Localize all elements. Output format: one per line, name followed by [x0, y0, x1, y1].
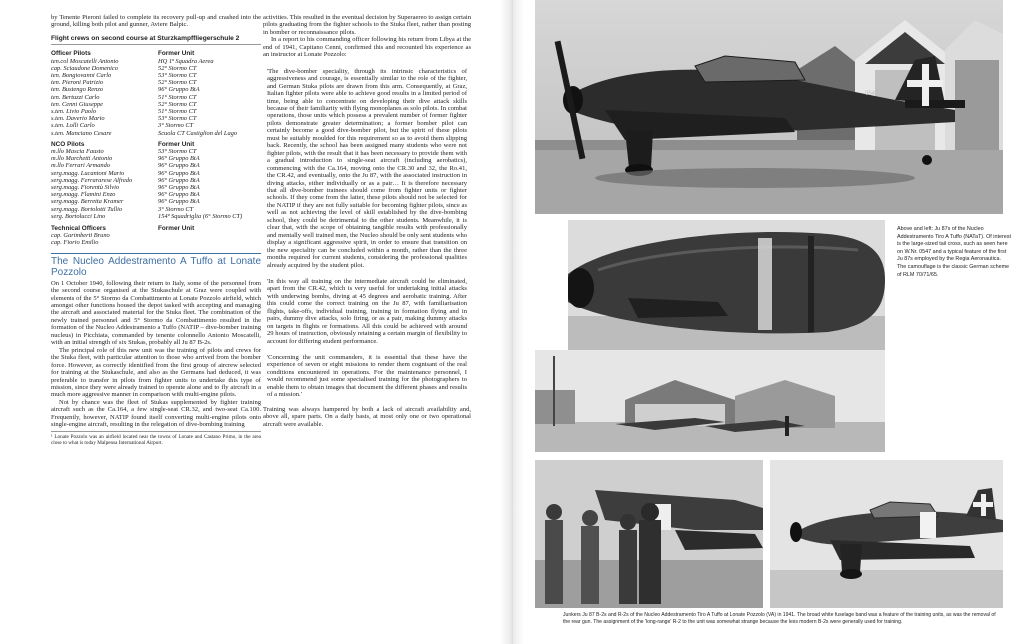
crew-former-unit: 96° Gruppo BtA	[158, 169, 200, 177]
crew-former-unit	[158, 232, 261, 239]
ncos-row	[51, 162, 261, 169]
technical-table	[51, 225, 261, 247]
body-paragraph: On 1 October 1940, following their return to Italy, some of the personnel from the second course organised at the Stukaschule at Graz were coupled with elements of the 5° Stormo da Combattimento at Lonate Pozzolo airfield, which amongst other functions housed the depot tasked with accepting and managing the aircraft and associated material for the Stuka fleet. The combination of the newly trained personnel and 5° Stormo da Combattimento resulted in the formation of the Nucleo Addestramento a Tuffo (NATIP – dive-bomber training nucleus) in Picchiata, commanded by tenente colonnello Antonio Moscatelli, with an initial strength of six Stukas, probably all Ju 87 B-2s.	[51, 279, 261, 347]
photo-airfield-sheds	[535, 350, 885, 452]
crew-name: ten. Bustengo Renzo	[51, 86, 104, 94]
crew-name: cap. Sciaudone Domenico	[51, 64, 118, 72]
photo-stuka-nose-closeup	[568, 220, 885, 350]
technical-row	[51, 232, 261, 239]
officers-row	[51, 65, 261, 72]
ncos-row	[51, 184, 261, 191]
officers-row	[51, 130, 261, 137]
officers-row	[51, 86, 261, 93]
photo-stuka-on-ground	[770, 460, 1003, 608]
crew-name: ten. Bertuzzi Carlo	[51, 93, 100, 101]
officers-row	[51, 115, 261, 122]
section-heading: The Nucleo Addestramento A Tuffo at Lonate Pozzolo	[51, 253, 261, 278]
nco-table	[51, 141, 261, 220]
body-paragraph: Not by chance was the fleet of Stukas supplemented by fighter training aircraft such as the Ca.164, a few single-seat CR.32, and two-seat Ca.100. Frequently, however, NATIP found itself converting multi-engine pilots onto single-engine aircraft, resulting in the relegation of dive-bombing training	[51, 398, 261, 429]
crew-name: cap. Fiorio Emilio	[51, 239, 99, 247]
crew-former-unit: 3° Stormo CT	[158, 122, 194, 130]
crew-name: m.llo Mascia Fausto	[51, 148, 104, 155]
body-paragraph: The principal role of this new unit was the training of pilots and crews for the Stuka fleet, with particular attention to those who arrived from the bomber force. However, as correctly identified from the first group of aircrew selected for training at the Stukaschule, and also as the Germans had deduced, it was preferable to transfer in pilots from fighter units to undertake this type of mission, since they were already trained to operate alone and to fly aircraft in a much more aggressive manner in comparison with multi-engine pilots.	[51, 346, 261, 399]
aircraft-code: 0547	[865, 91, 879, 97]
ncos-row	[51, 148, 261, 155]
technical-header: Technical Officers	[51, 225, 106, 233]
crew-former-unit: 96° Gruppo BtA	[158, 176, 200, 184]
crew-name: m.llo Ferrari Armando	[51, 162, 110, 170]
officers-row	[51, 94, 261, 101]
crew-name: ten.col Moscatelli Antonio	[51, 57, 119, 65]
intro-paragraph: by Tenente Pieroni failed to complete its recovery pull-up and crashed into the ground, killing both pilot and gunner, Aviere Balpic.	[51, 14, 261, 29]
body-paragraph: In a report to his commanding officer following his return from Libya at the end of 1941, Capitano Cenni, confirmed this and recounted his experience as an instructor at Lonate Pozzolo:	[263, 36, 471, 59]
left-column	[51, 14, 261, 446]
officers-row	[51, 108, 261, 115]
crew-table-title: Flight crews on second course at Sturzkampffliegerschule 2	[51, 35, 261, 45]
crew-former-unit: 3° Stormo CT	[158, 205, 194, 213]
crew-former-unit: 51° Stormo CT	[158, 93, 197, 101]
photo-stuka-side-view-image	[535, 0, 1003, 214]
photo-airfield-sheds-image	[535, 350, 885, 452]
crew-former-unit: 96° Gruppo BtA	[158, 86, 200, 94]
crew-name: ten. Cenni Giuseppe	[51, 100, 104, 108]
nco-header: NCO Pilots	[51, 140, 85, 148]
crew-name: s.ten. Manciano Cesare	[51, 129, 112, 137]
crew-former-unit: 52° Stormo CT	[158, 64, 197, 72]
quote-paragraph: 'Concerning the unit commanders, it is essential that these have the experience of seven or eight missions to render them cognisant of the real conditions encountered in operations. For the maintenance personnel, I would recommend just some specialised training for the photographers to enable them to obtain images that document the different phases and results of a mission.'	[267, 354, 467, 399]
crew-former-unit: 53° Stormo CT	[158, 71, 197, 79]
ncos-row	[51, 155, 261, 162]
crew-former-unit: 52° Stormo CT	[158, 79, 197, 87]
officers-row	[51, 72, 261, 79]
crew-former-unit: 154ª Squadriglia (6° Stormo CT)	[158, 212, 243, 220]
ncos-row	[51, 177, 261, 184]
crew-former-unit: 96° Gruppo BtA	[158, 191, 200, 199]
crew-name: serg.magg. Fiorentù Silvio	[51, 184, 120, 192]
crew-name: serg. Bortolucci Lino	[51, 212, 106, 220]
crew-name: serg.magg. Flamini Enzo	[51, 191, 116, 199]
officers-row	[51, 122, 261, 129]
crew-former-unit: 96° Gruppo BtA	[158, 162, 200, 170]
officers-row	[51, 79, 261, 86]
former-unit-header: Former Unit	[158, 50, 195, 58]
crew-name: s.ten. Lolli Carlo	[51, 122, 95, 130]
photo-crew-with-aircraft-image	[535, 460, 763, 608]
crew-name: ten. Pieroni Patrizio	[51, 79, 104, 87]
photo-stuka-side-view	[535, 0, 1003, 214]
officer-header: Officer Pilots	[51, 50, 91, 58]
quote-paragraph: 'In this way all training on the intermediate aircraft could be eliminated, apart from the CR.42, which is very useful for undertaking initial attacks with underwing bombs, diving at 45 degrees and aerobatic training. After this could come the correct training on the Ju 87, with familiarisation flights, take-offs, individual training, training in formation flying and in pairs, dummy dive attacks, solo firing, or as a pair, making dummy attacks on targets in flights or formations. All this could be achieved with around 29 hours of instruction, obviously retaining a certain margin of flexibility to account for differing student performance.	[267, 277, 467, 345]
crew-former-unit: 53° Stormo CT	[158, 148, 197, 155]
ncos-row	[51, 198, 261, 205]
crew-name: s.ten. Livio Paolo	[51, 107, 97, 115]
crew-former-unit: 52° Stormo CT	[158, 100, 197, 108]
officers-row	[51, 58, 261, 65]
crew-name: serg.magg. Bortolotti Tullio	[51, 205, 123, 213]
quote-paragraph: 'The dive-bomber speciality, through its intrinsic characteristics of aggressiveness and courage, is essentially similar to the role of the fighter, and German Stuka pilots are drawn from this arm. Consequently, at Graz, Italian fighter pilots were able to achieve good results in a limited period of time, being able to concentrate on developing their dive attack skills because of their familiarity with flying monoplanes as solo pilots. In combat operations, those units which possess a prevalent number of former fighter pilots demonstrate greater determination; a former bomber pilot can certainly become a good dive-bomber pilot, but the spirit of these pilots must be suitably moulded for this requirement so as to avoid them slipping back. Recently, the school has been assigned many students who were not fighter pilots, with the result that it has been necessary to provide them with a gradual introduction to single-seat aircraft (including aerobatics), commencing with the Ca.164, moving onto the CR.30 and 32, the Ro.41, the CR.42, and eventually, onto the Ju 87, with the associated instruction in diving attacks, either individually or as a pair… It is therefore necessary that all dive-bomber trainees should come from fighter units or fighter schools. If they come from the latter, these pilots should not be selected for the NATIP if they are not fully suitable for becoming fighter pilots, since as well as not achieving the level of skill established by the dive-bombing school, they could be detrimental to the other students. Meanwhile, it is clear that, with the scope of obtaining tangible results with professionally and mentally well trained men, the Nucleo should be only sent students who display a significant aggressive spirit, in order to ensure that transition on the new speciality can be concluded within a month, rather than the three months required for current students, considering the professional qualities already acquired by the student pilot.	[267, 67, 467, 269]
photo-stuka-on-ground-image	[770, 460, 1003, 608]
crew-former-unit: 96° Gruppo BtA	[158, 184, 200, 192]
body-paragraph: activities. This resulted in the eventual decision by Superaereo to assign certain pilots graduating from the fighter schools to the Stuka fleet, rather than posting in bomber or reconnaissance pilots.	[263, 14, 471, 36]
crew-former-unit	[158, 239, 261, 246]
crew-former-unit: 96° Gruppo BtA	[158, 155, 200, 163]
crew-former-unit: 96° Gruppo BtA	[158, 198, 200, 206]
ncos-row	[51, 170, 261, 177]
crew-name: serg.magg. Ferrararese Alfredo	[51, 176, 133, 184]
middle-column	[263, 14, 471, 432]
bottom-caption: Junkers Ju 87 B-2s and R-2s of the Nucleo Addestramento Tiro A Tuffo at Lonate Pozzolo (VA) in 1941. The broad white fuselage band was a feature of the training units, as was the removal of the rear gun. The assignment of the 'long-range' R-2 to the unit was somewhat strange because the less modern B-2s were generally used for training.	[563, 612, 996, 625]
officers-row	[51, 101, 261, 108]
former-unit-header: Former Unit	[158, 140, 195, 148]
officer-table	[51, 50, 261, 136]
body-paragraph: Training was always hampered by both a lack of aircraft availability and, above all, spare parts. On a daily basis, at most only one or two operational aircraft were available.	[263, 405, 471, 428]
crew-former-unit: 51° Stormo CT	[158, 107, 197, 115]
crew-name: ten. Bongiovanni Carlo	[51, 71, 112, 79]
ncos-row	[51, 191, 261, 198]
crew-former-unit: Scuola CT Castiglion del Lago	[158, 129, 238, 137]
ncos-row	[51, 213, 261, 220]
crew-former-unit: 53° Stormo CT	[158, 115, 197, 123]
technical-row	[51, 239, 261, 246]
crew-name: cap. Garimberti Bruno	[51, 232, 110, 240]
crew-name: m.llo Marchetti Antonio	[51, 155, 113, 163]
former-unit-header: Former Unit	[158, 225, 195, 233]
crew-name: serg.magg. Berretta Kramer	[51, 198, 124, 206]
footnote: ¹ Lonate Pozzolo was an airfield located near the towns of Lonate and Castano Primo, in the area close to what is today Malpensa International Airport.	[51, 431, 261, 446]
crew-former-unit: HQ 1ª Squadra Aerea	[158, 57, 214, 65]
crew-name: serg.magg. Lucantoni Mario	[51, 169, 125, 177]
side-caption: Above and left: Ju 87s of the Nucleo Addestramento Tiro A Tuffo (NATaT). Of interest is the large-sized tail cross, such as seen here on W.Nr. 0547 and a typical feature of the first Ju 87s employed by the Regia Aeronautica. The camouflage is the classic German scheme of RLM 70/71/65.	[897, 226, 1011, 278]
page-gutter	[500, 0, 524, 644]
crew-name: s.ten. Daverio Mario	[51, 115, 105, 123]
photo-stuka-nose-closeup-image	[568, 220, 885, 350]
ncos-row	[51, 206, 261, 213]
photo-crew-with-aircraft	[535, 460, 763, 608]
